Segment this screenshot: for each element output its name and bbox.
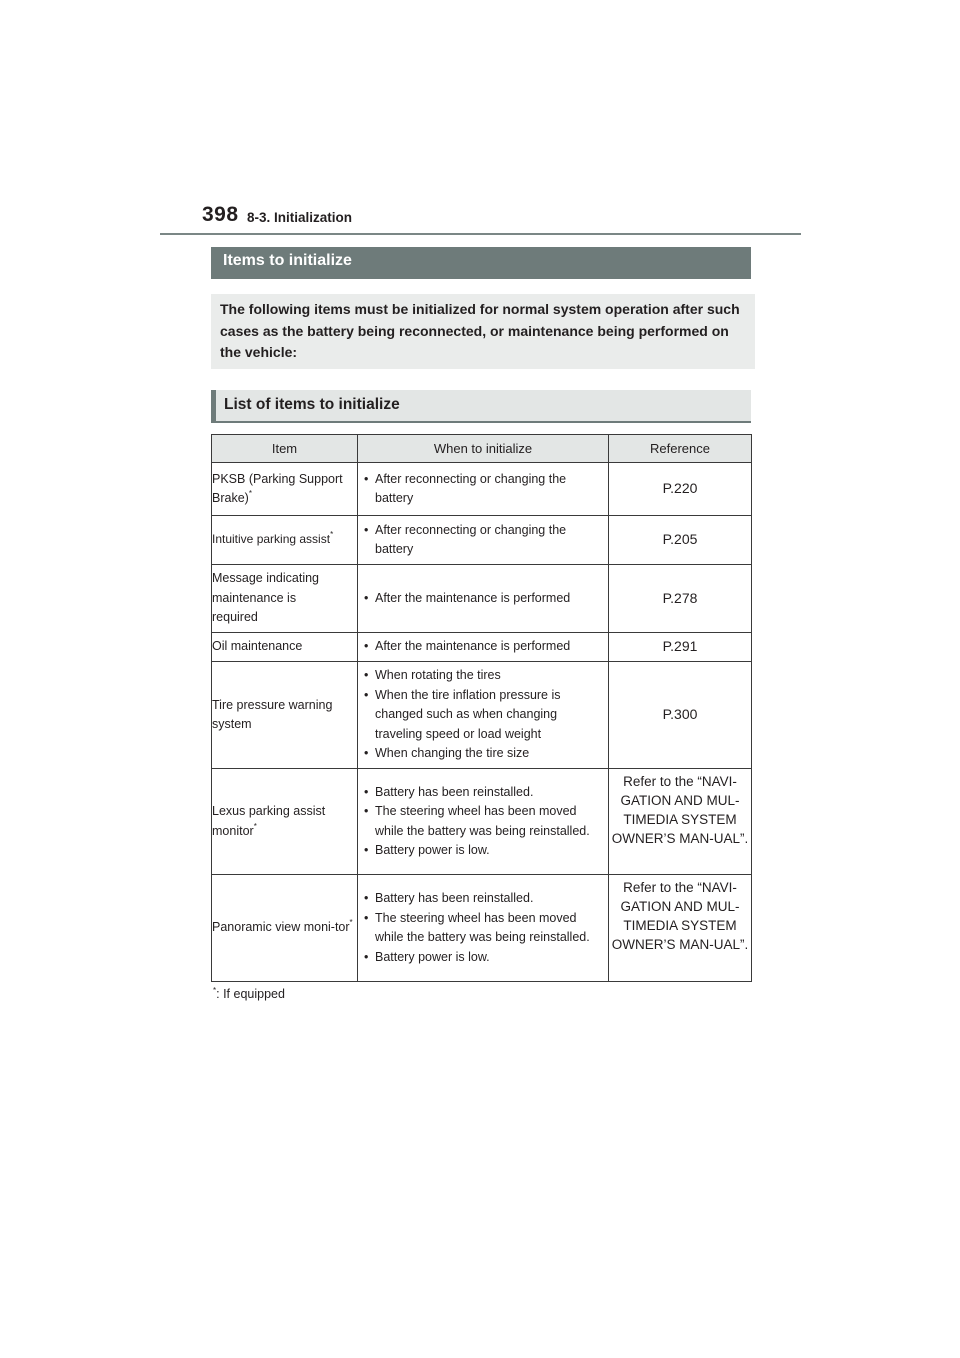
footnote-text: : If equipped xyxy=(216,987,285,1001)
table-row xyxy=(212,565,752,633)
table-row xyxy=(212,875,752,982)
footnote-mark: * xyxy=(349,918,353,928)
header-item: Item xyxy=(212,435,358,463)
table-row xyxy=(212,463,752,516)
item-label: Tire pressure warning system xyxy=(212,697,333,731)
header-reference: Reference xyxy=(609,435,752,463)
when-cell xyxy=(358,662,609,769)
item-cell xyxy=(212,769,358,875)
reference-link[interactable]: P.278 xyxy=(609,565,752,633)
item-cell xyxy=(212,662,358,769)
intro-paragraph: The following items must be initialized for normal system operation after such cases as the battery being reconnected, or maintenance being performed on the vehicle: xyxy=(211,294,755,369)
list-item: • When changing the tire size xyxy=(364,744,604,764)
item-label: Intuitive parking assist xyxy=(212,532,331,547)
list-item: • The steering wheel has been moved while the battery was being reinstalled. xyxy=(364,909,604,948)
list-item: • After reconnecting or changing the battery xyxy=(364,470,604,509)
page-number: 398 xyxy=(202,203,239,226)
list-item: • Battery power is low. xyxy=(364,841,604,861)
when-cell xyxy=(358,463,609,516)
list-item: • After reconnecting or changing the battery xyxy=(364,521,604,560)
sub-heading: List of items to initialize xyxy=(211,390,751,423)
reference-link[interactable]: P.291 xyxy=(609,633,752,662)
reference-link[interactable]: P.205 xyxy=(609,516,752,565)
list-item: • When rotating the tires xyxy=(364,666,604,686)
header-rule xyxy=(160,233,801,235)
when-cell xyxy=(358,769,609,875)
when-cell xyxy=(358,633,609,662)
item-cell xyxy=(212,516,358,565)
list-item: • When the tire inflation pressure is changed such as when changing traveling speed or load weight xyxy=(364,686,604,745)
item-label: PKSB (Parking Support Brake) xyxy=(212,471,343,505)
list-item: • Battery has been reinstalled. xyxy=(364,889,604,909)
when-cell xyxy=(358,516,609,565)
footnote xyxy=(213,987,285,1001)
list-item: • After the maintenance is performed xyxy=(364,589,604,609)
item-cell xyxy=(212,565,358,633)
chapter-title: 8-3. Initialization xyxy=(247,210,353,225)
when-cell xyxy=(358,875,609,982)
table-row xyxy=(212,633,752,662)
footnote-symbol: * xyxy=(213,986,217,995)
list-item: • Battery has been reinstalled. xyxy=(364,783,604,803)
footnote-mark: * xyxy=(248,489,252,498)
table-header-row xyxy=(212,435,752,463)
footnote-mark: * xyxy=(253,821,257,831)
footnote-mark: * xyxy=(330,530,334,540)
when-cell xyxy=(358,565,609,633)
table-row xyxy=(212,516,752,565)
reference-link[interactable]: P.300 xyxy=(609,662,752,769)
item-label: Lexus parking assist monitor xyxy=(212,804,326,838)
item-label: Message indicating maintenance is required xyxy=(212,571,320,625)
header-when: When to initialize xyxy=(358,435,609,463)
item-label: Oil maintenance xyxy=(212,639,303,654)
item-label: Panoramic view moni-tor xyxy=(212,920,350,935)
item-cell xyxy=(212,633,358,662)
list-item: • The steering wheel has been moved while the battery was being reinstalled. xyxy=(364,802,604,841)
item-cell xyxy=(212,463,358,516)
table-row xyxy=(212,662,752,769)
reference-text: Refer to the “NAVI-GATION AND MUL-TIMEDIA SYSTEM OWNER’S MAN-UAL”. xyxy=(609,875,752,982)
list-item: • After the maintenance is performed xyxy=(364,637,604,657)
item-cell xyxy=(212,875,358,982)
section-heading: Items to initialize xyxy=(211,247,751,279)
table-row xyxy=(212,769,752,875)
reference-text: Refer to the “NAVI-GATION AND MUL-TIMEDIA SYSTEM OWNER’S MAN-UAL”. xyxy=(609,769,752,875)
reference-link[interactable]: P.220 xyxy=(609,463,752,516)
initialization-table xyxy=(211,434,752,982)
list-item: • Battery power is low. xyxy=(364,948,604,968)
